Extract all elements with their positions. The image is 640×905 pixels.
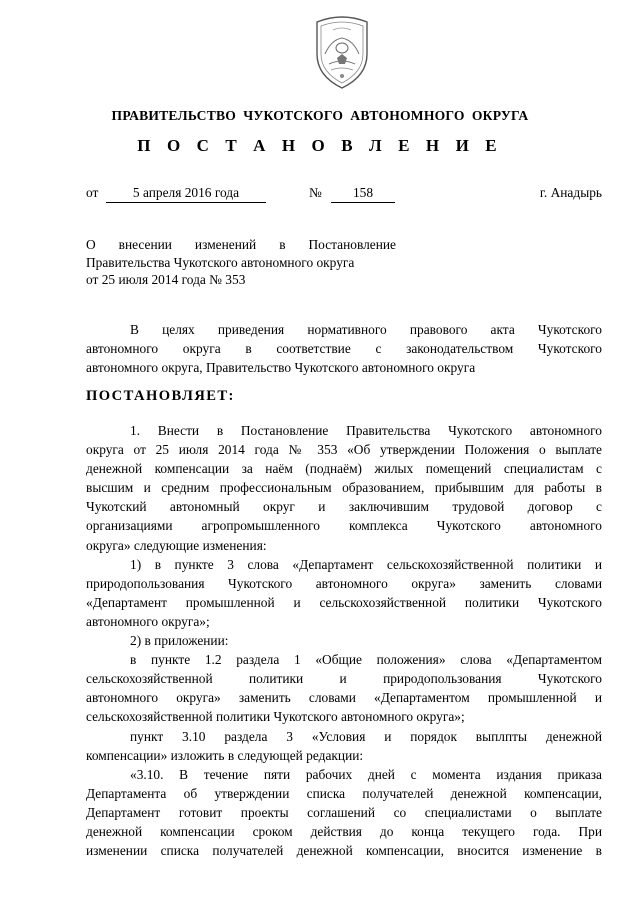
resolves-heading: ПОСТАНОВЛЯЕТ: bbox=[86, 388, 235, 404]
body-line: автономного округа» заменить словами «Департаментом промышленной и bbox=[86, 690, 602, 706]
body-line: автономного округа»; bbox=[86, 613, 210, 629]
preamble-line: В целях приведения нормативного правового акта Чукотского bbox=[130, 322, 602, 337]
body-line: 1) в пункте 3 слова «Департамент сельскохозяйственной политики и bbox=[130, 556, 602, 572]
body-line: «3.10. В течение пяти рабочих дней с момента издания приказа bbox=[130, 766, 602, 782]
number-label: № bbox=[309, 185, 322, 200]
body-line: изменении списка получателей денежной компенсации, вносится изменение в bbox=[86, 843, 602, 859]
body-line: «Департамент промышленной и сельскохозяйственной политики Чукотского bbox=[86, 594, 602, 610]
document-body bbox=[86, 421, 602, 860]
subject-line: О внесении изменений в Постановление bbox=[86, 237, 396, 252]
chukotka-coat-of-arms-icon bbox=[307, 14, 377, 92]
body-line: сельскохозяйственной политики и природопользования Чукотского bbox=[86, 671, 602, 687]
body-line: организациями агропромышленного комплекса Чукотского автономного bbox=[86, 518, 602, 534]
body-line: Департамента об утверждении списка получателей денежной компенсации, bbox=[86, 785, 602, 801]
subject-line: от 25 июля 2014 года № 353 bbox=[86, 272, 246, 287]
document-city: г. Анадырь bbox=[539, 185, 602, 200]
body-line: денежной компенсации сроком действия до конца текущего года. При bbox=[86, 823, 602, 839]
body-line: Департамент готовит проекты соглашений со специалистами о выплате bbox=[86, 804, 602, 820]
body-line: в пункте 1.2 раздела 1 «Общие положения» слова «Департаментом bbox=[130, 652, 602, 668]
body-line: округа от 25 июля 2014 года № 353 «Об утверждении Положения о выплате bbox=[86, 442, 602, 458]
government-name: ПРАВИТЕЛЬСТВО ЧУКОТСКОГО АВТОНОМНОГО ОКРУГА bbox=[111, 108, 529, 123]
body-line: 2) в приложении: bbox=[130, 633, 229, 649]
body-line: пункт 3.10 раздела 3 «Условия и порядок выплпты денежной bbox=[130, 728, 602, 744]
preamble-paragraph bbox=[86, 320, 602, 377]
date-from-label: от bbox=[86, 185, 99, 200]
document-subject bbox=[86, 236, 396, 289]
document-number: 158 bbox=[331, 184, 395, 203]
document-type-title: П О С Т А Н О В Л Е Н И Е bbox=[137, 136, 503, 155]
body-line: компенсации» изложить в следующей редакции: bbox=[86, 747, 364, 763]
subject-line: Правительства Чукотского автономного округа bbox=[86, 254, 355, 270]
body-line: высшим и средним профессиональным образованием, прибывшим для работы в bbox=[86, 480, 602, 496]
body-line: сельскохозяйственной политики Чукотского автономного округа»; bbox=[86, 709, 465, 725]
preamble-line: автономного округа, Правительство Чукотского автономного округа bbox=[86, 360, 476, 376]
body-line: 1. Внести в Постановление Правительства Чукотского автономного bbox=[130, 423, 602, 438]
body-line: денежной компенсации за наём (поднаём) жилых помещений специалистам с bbox=[86, 461, 602, 477]
document-date: 5 апреля 2016 года bbox=[106, 184, 266, 203]
preamble-line: автономного округа в соответствие с законодательством Чукотского bbox=[86, 341, 602, 357]
body-line: Чукотский автономный округ и заключившим трудовой договор с bbox=[86, 499, 602, 515]
body-line: округа» следующие изменения: bbox=[86, 537, 267, 553]
body-line: природопользования Чукотского автономного округа» заменить словами bbox=[86, 575, 602, 591]
